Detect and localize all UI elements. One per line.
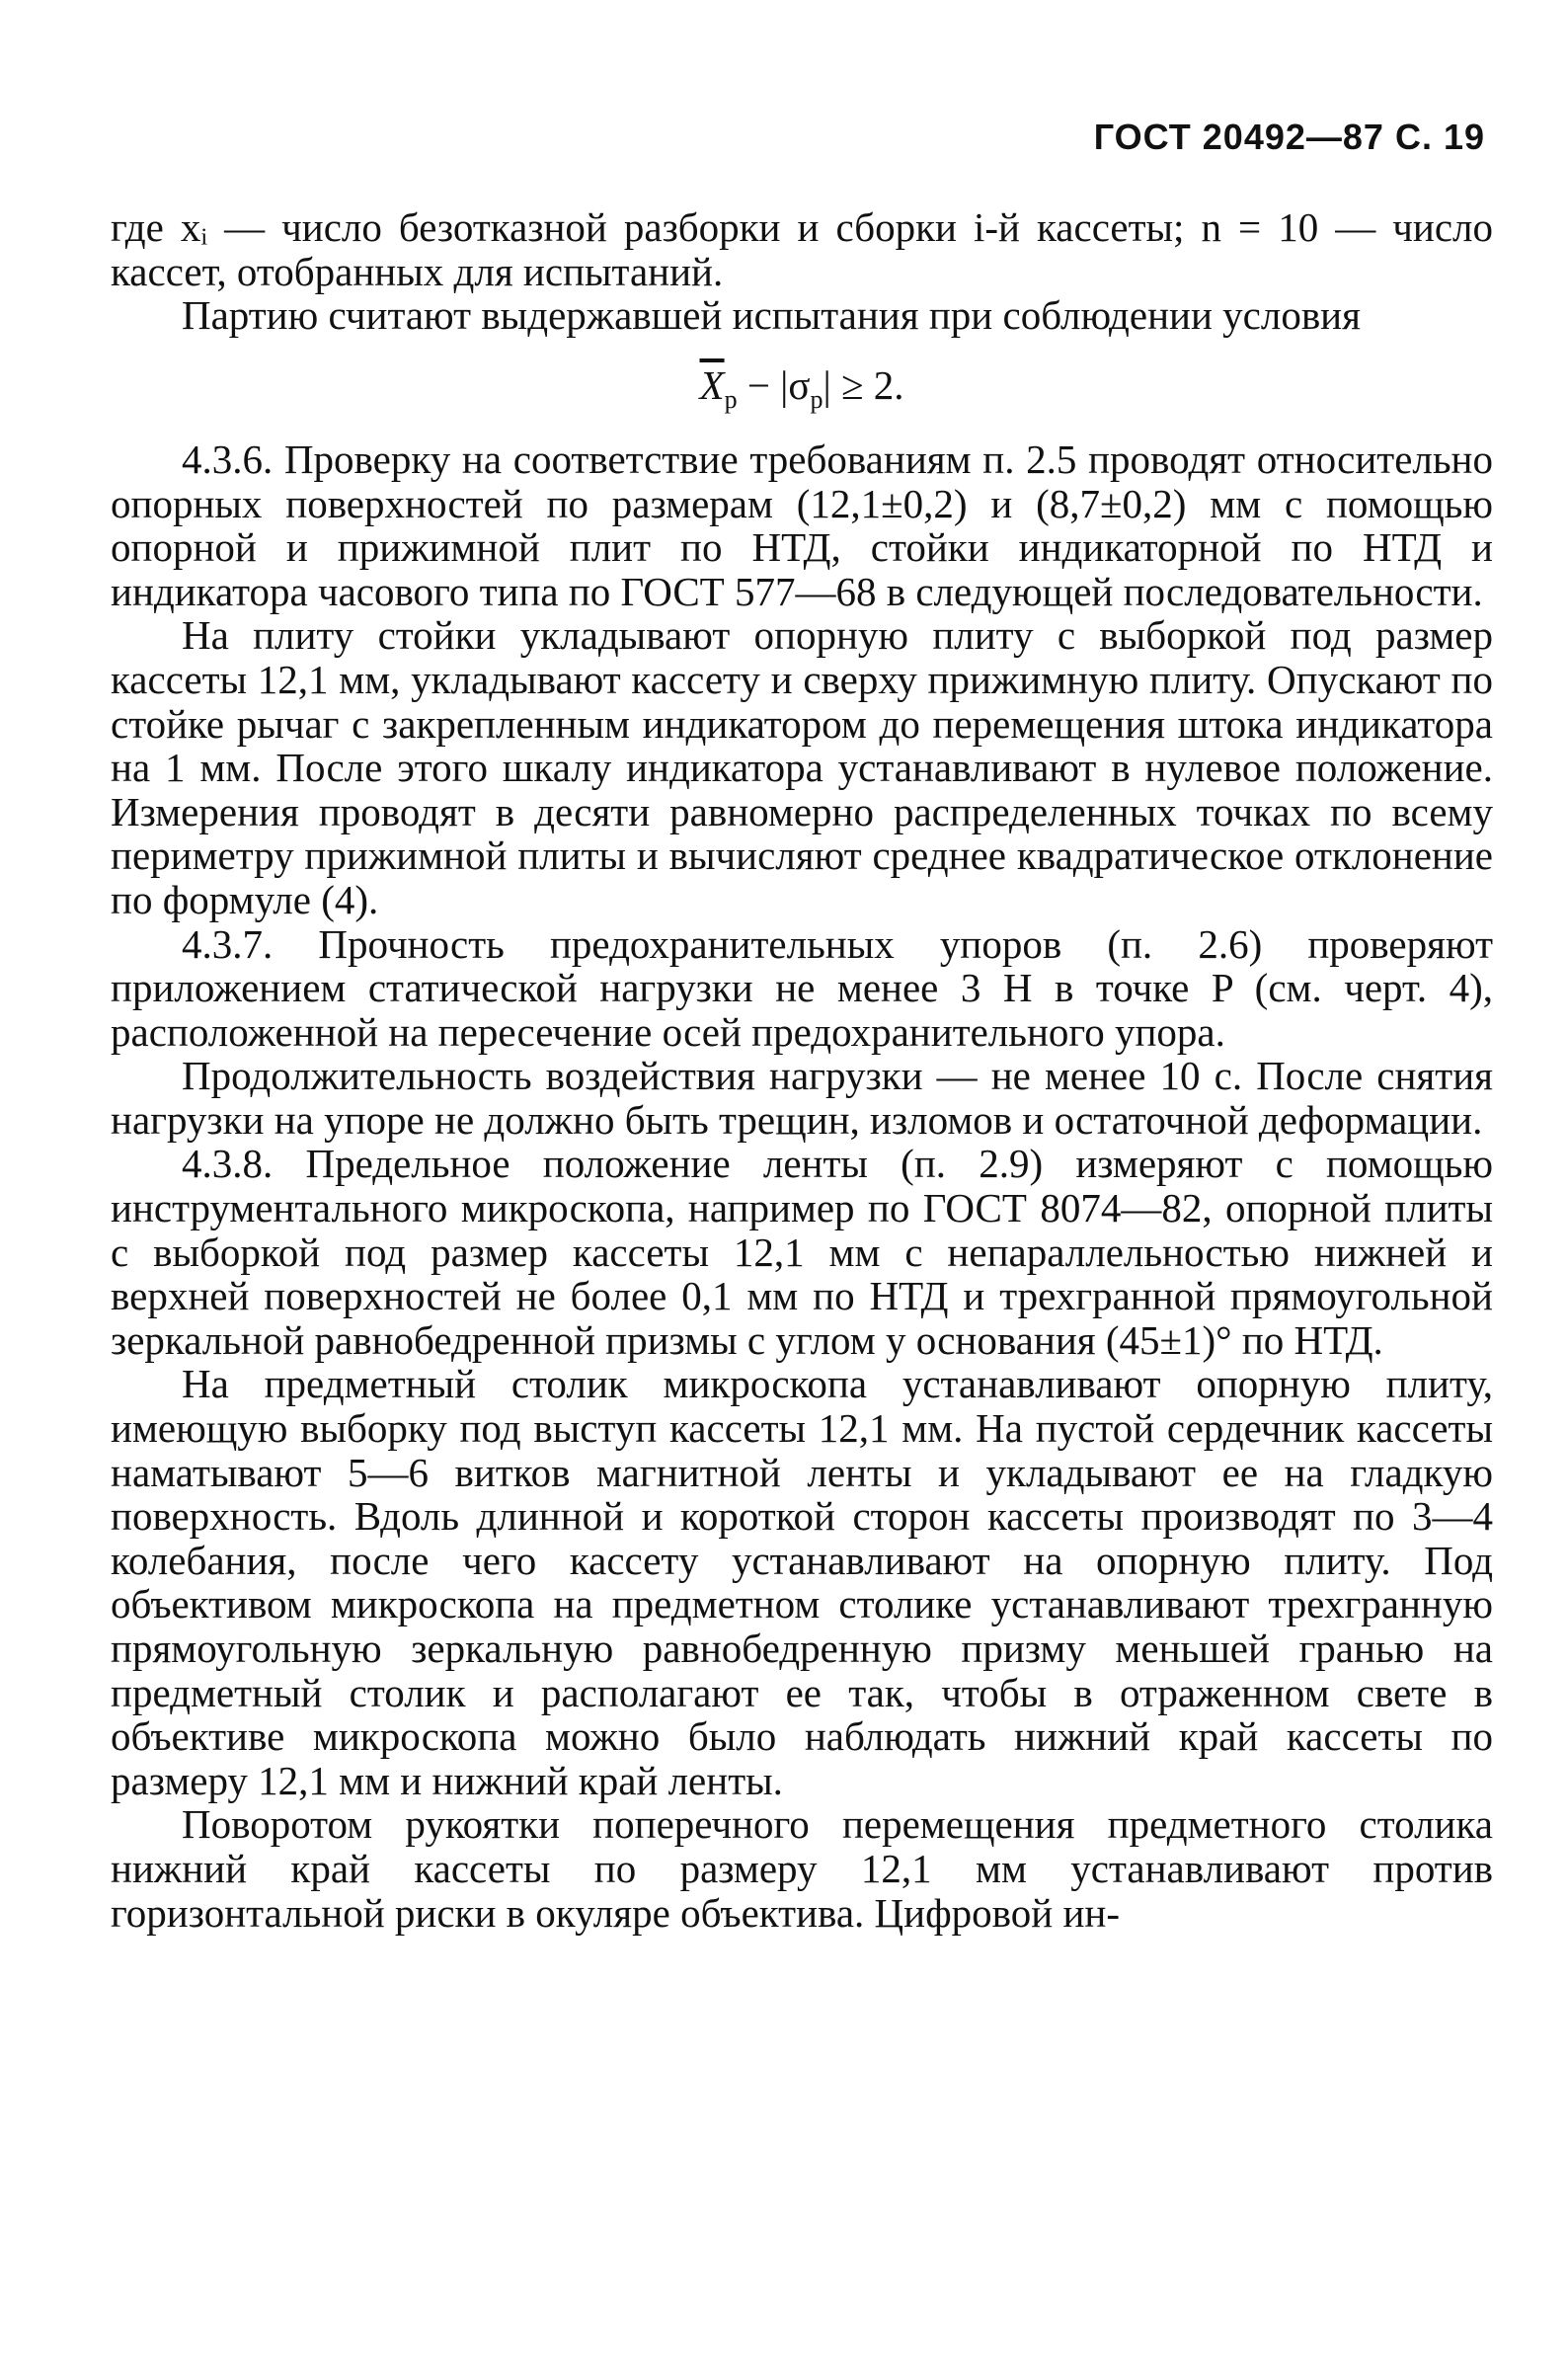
formula-tail: | ≥ 2. xyxy=(823,361,904,408)
paragraph-procedure-4-3-6: На плиту стойки укладывают опорную плиту с выборкой под размер кассеты 12,1 мм, укладывают кассету и сверху прижимную плиту. Опускают по стойке рычаг с закрепленным индикатором до перемещения штока индикатора на 1 мм. После этого шкалу индикатора устанавливают в нулевое положение. Измерения проводят в десяти равномерно распределенных точках по всему периметру прижимной плиты и вычисляют среднее квадратическое отклонение по формуле (4). xyxy=(111,612,1493,922)
paragraph-4-3-8: 4.3.8. Предельное положение ленты (п. 2.9) измеряют с помощью инструментального микроскопа, например по ГОСТ 8074—82, опорной плиты с выборкой под размер кассеты 12,1 мм с непараллельностью нижней и верхней поверхностей не более 0,1 мм по НТД и трехгранной прямоугольной зеркальной равнобедренной призмы с углом у основания (45±1)° по НТД. xyxy=(111,1141,1493,1363)
page-number: С. 19 xyxy=(1394,117,1485,157)
paragraph-duration: Продолжительность воздействия нагрузки — не менее 10 с. После снятия нагрузки на упоре не должно быть трещин, изломов и остаточной деформации. xyxy=(111,1053,1493,1143)
standard-number: ГОСТ 20492—87 xyxy=(1093,117,1384,157)
paragraph-definitions: где xᵢ — число безотказной разборки и сборки i-й кассеты; n = 10 — число кассет, отобранных для испытаний. xyxy=(111,204,1493,294)
paragraph-condition: Партию считают выдержавшей испытания при соблюдении условия xyxy=(182,292,1361,339)
paragraph-measurement: Поворотом рукоятки поперечного перемещения предметного столика нижний край кассеты по размеру 12,1 мм устанавливают против горизонтальной риски в окуляре объектива. Цифровой ин- xyxy=(111,1801,1493,1936)
paragraph-4-3-7: 4.3.7. Прочность предохранительных упоров (п. 2.6) проверяют приложением статической нагрузки не менее 3 Н в точке P (см. черт. 4), расположенной на пересечение осей предохранительного упора. xyxy=(111,920,1493,1055)
paragraph-4-3-6: 4.3.6. Проверку на соответствие требованиям п. 2.5 проводят относительно опорных поверхностей по размерам (12,1±0,2) и (8,7±0,2) мм с помощью опорной и прижимной плит по НТД, стойки индикаторной по НТД и индикатора часового типа по ГОСТ 577—68 в следующей последовательности. xyxy=(111,436,1493,614)
paragraph-microscope-setup: На предметный столик микроскопа устанавливают опорную плиту, имеющую выборку под выступ кассеты 12,1 мм. На пустой сердечник кассеты наматывают 5—6 витков магнитной ленты и укладывают ее на гладкую поверхность. Вдоль длинной и короткой сторон кассеты производят по 3—4 колебания, после чего кассету устанавливают на опорную плиту. Под объективом микроскопа на предметном столике устанавливают трехгранную прямоугольную зеркальную равнобедренную призму меньшей гранью на предметный столик и располагают ее так, чтобы в отраженном свете в объективе микроскопа можно было наблюдать нижний край кассеты по размеру 12,1 мм и нижний край ленты. xyxy=(111,1361,1493,1803)
formula-x-sub: р xyxy=(724,384,738,414)
running-header xyxy=(1094,117,1485,158)
formula-x-mean: $\overline{X}$ xyxy=(699,361,725,408)
formula-sigma-sub: р xyxy=(810,384,823,414)
body-text xyxy=(111,205,1493,1935)
formula-minus-sigma: − |σ xyxy=(737,361,811,408)
formula xyxy=(111,361,1493,424)
